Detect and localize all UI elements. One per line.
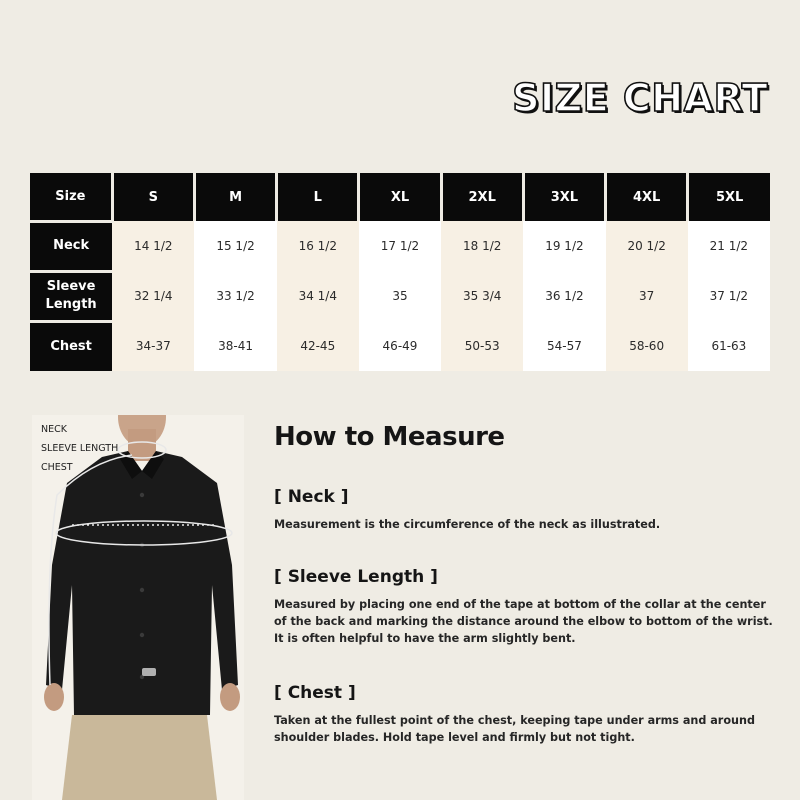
row-label-line: Length (45, 297, 97, 312)
size-chart-table (30, 173, 770, 371)
table-cell: 35 3/4 (441, 271, 523, 321)
table-cell: 37 1/2 (688, 271, 770, 321)
neck-description: Measurement is the circumference of the neck as illustrated. (274, 518, 661, 531)
table-cell: 34 1/4 (277, 271, 359, 321)
left-hand (44, 683, 64, 711)
table-header-row (30, 173, 770, 221)
size-chart-title: SIZE CHART (512, 76, 768, 120)
chest-description: Taken at the fullest point of the chest, keeping tape under arms and around shoulder blades. Hold tape level and firmly but not tight. (274, 714, 755, 744)
header-s: S (112, 173, 194, 221)
header-m: M (194, 173, 276, 221)
label-neck: NECK (41, 424, 67, 435)
label-sleeve-length: SLEEVE LENGTH (41, 443, 119, 454)
header-size: Size (30, 173, 112, 221)
table-cell: 33 1/2 (194, 271, 276, 321)
right-hand (220, 683, 240, 711)
table-cell: 34-37 (112, 321, 194, 371)
table-cell: 19 1/2 (523, 221, 605, 271)
table-cell: 35 (359, 271, 441, 321)
row-label-line: Sleeve (46, 279, 96, 294)
table-cell: 58-60 (606, 321, 688, 371)
neck-skin (128, 429, 156, 461)
row-label-neck: Neck (30, 221, 112, 271)
header-3xl: 3XL (523, 173, 605, 221)
table-row-sleeve-length (30, 271, 770, 321)
header-5xl: 5XL (688, 173, 770, 221)
table-cell: 20 1/2 (606, 221, 688, 271)
chest-heading: [ Chest ] (274, 683, 356, 703)
table-cell: 32 1/4 (112, 271, 194, 321)
sleeve-length-heading: [ Sleeve Length ] (274, 567, 438, 587)
table-cell: 61-63 (688, 321, 770, 371)
table-cell: 46-49 (359, 321, 441, 371)
measurement-labels (41, 420, 118, 477)
table-cell: 14 1/2 (112, 221, 194, 271)
table-cell: 37 (606, 271, 688, 321)
table-cell: 36 1/2 (523, 271, 605, 321)
header-l: L (277, 173, 359, 221)
table-cell: 21 1/2 (688, 221, 770, 271)
brand-patch (142, 668, 156, 676)
table-cell: 38-41 (194, 321, 276, 371)
header-4xl: 4XL (606, 173, 688, 221)
table-cell: 42-45 (277, 321, 359, 371)
header-2xl: 2XL (441, 173, 523, 221)
table-cell: 15 1/2 (194, 221, 276, 271)
neck-heading: [ Neck ] (274, 487, 349, 507)
table-row-neck (30, 221, 770, 271)
table-cell: 17 1/2 (359, 221, 441, 271)
table-cell: 16 1/2 (277, 221, 359, 271)
table-cell: 18 1/2 (441, 221, 523, 271)
table-cell: 54-57 (523, 321, 605, 371)
sleeve-length-description: Measured by placing one end of the tape at bottom of the collar at the center of the back and marking the distance around the elbow to bottom of the wrist. It is often helpful to have the arm slightly bent. (274, 598, 773, 645)
header-xl: XL (359, 173, 441, 221)
table-cell: 50-53 (441, 321, 523, 371)
label-chest: CHEST (41, 462, 73, 473)
row-label-sleeve-length (30, 271, 112, 321)
how-to-measure-title: How to Measure (274, 422, 505, 452)
shirt-model-photo (32, 415, 244, 800)
table-row-chest (30, 321, 770, 371)
row-label-chest: Chest (30, 321, 112, 371)
pants-shape (62, 715, 217, 800)
